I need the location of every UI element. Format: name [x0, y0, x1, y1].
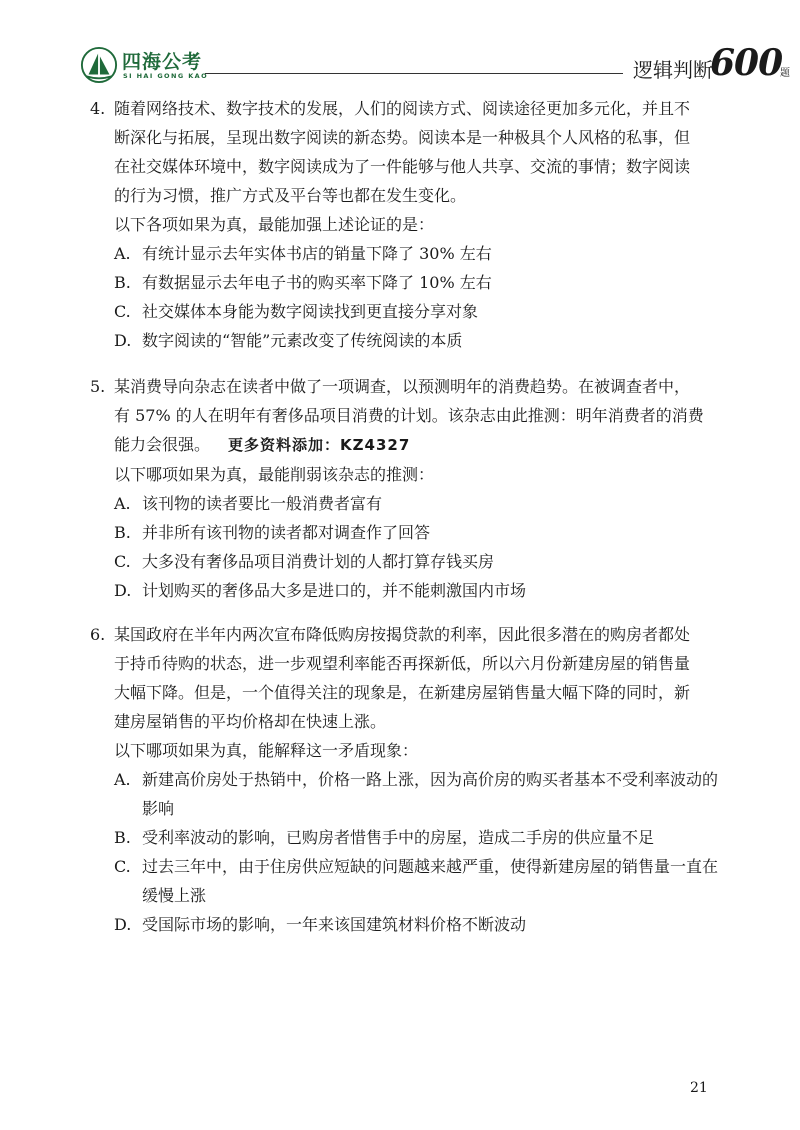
option-c: [90, 852, 720, 910]
ad-watermark-text: 更多资料添加：KZ4327: [228, 436, 411, 454]
option-d: [90, 326, 720, 355]
option-letter: A.: [114, 494, 131, 513]
option-text: 过去三年中，由于住房供应短缺的问题越来越严重，使得新建房屋的销售量一直在缓慢上涨: [142, 857, 719, 905]
question-number: 4.: [90, 99, 106, 118]
stem-line: 某国政府在半年内两次宣布降低购房按揭贷款的利率，因此很多潜在的购房者都处: [114, 625, 691, 644]
option-letter: B.: [114, 828, 131, 847]
question-4: [90, 94, 720, 355]
option-letter: D.: [114, 915, 132, 934]
option-letter: B.: [114, 273, 131, 292]
book-title: 逻辑判断: [633, 58, 713, 82]
header-rule: [205, 73, 623, 74]
option-text: 有统计显示去年实体书店的销量下降了 30% 左右: [142, 244, 492, 263]
option-letter: D.: [114, 581, 132, 600]
option-b: [90, 823, 720, 852]
question-prompt: 以下哪项如果为真，最能削弱该杂志的推测：: [114, 465, 435, 484]
option-b: [90, 518, 720, 547]
option-letter: C.: [114, 302, 131, 321]
option-d: [90, 576, 720, 605]
option-text: 新建高价房处于热销中，价格一路上涨，因为高价房的购买者基本不受利率波动的影响: [142, 770, 719, 818]
question-number: 5.: [90, 377, 106, 396]
question-prompt: 以下哪项如果为真，能解释这一矛盾现象：: [114, 741, 419, 760]
option-letter: A.: [114, 244, 131, 263]
stem-line: 在社交媒体环境中，数字阅读成为了一件能够与他人共享、交流的事情；数字阅读: [114, 157, 691, 176]
option-d: [90, 910, 720, 939]
question-6: [90, 620, 720, 939]
stem-line: 大幅下降。但是，一个值得关注的现象是，在新建房屋销售量大幅下降的同时，新: [114, 683, 691, 702]
stem-line: 某消费导向杂志在读者中做了一项调查，以预测明年的消费趋势。在被调查者中，: [114, 377, 691, 396]
option-text: 受利率波动的影响，已购房者惜售手中的房屋，造成二手房的供应量不足: [142, 828, 655, 847]
option-text: 并非所有该刊物的读者都对调查作了回答: [142, 523, 431, 542]
option-text: 社交媒体本身能为数字阅读找到更直接分享对象: [142, 302, 479, 321]
option-text: 该刊物的读者要比一般消费者富有: [142, 494, 383, 513]
option-letter: A.: [114, 770, 131, 789]
option-letter: C.: [114, 552, 131, 571]
book-title-number: 600: [710, 42, 783, 84]
option-letter: D.: [114, 331, 132, 350]
option-c: [90, 297, 720, 326]
option-c: [90, 547, 720, 576]
stem-line: 建房屋销售的平均价格却在快速上涨。: [114, 712, 387, 731]
stem-line: 断深化与拓展，呈现出数字阅读的新态势。阅读本是一种极具个人风格的私事，但: [114, 128, 691, 147]
option-a: [90, 489, 720, 518]
brand-subtitle: SI HAI GONG KAO: [123, 72, 209, 80]
question-prompt: 以下各项如果为真，最能加强上述论证的是：: [114, 215, 435, 234]
question-number: 6.: [90, 625, 106, 644]
option-text: 受国际市场的影响，一年来该国建筑材料价格不断波动: [142, 915, 527, 934]
stem-line: 能力会很强。: [114, 435, 211, 454]
option-a: [90, 765, 720, 823]
sailboat-icon: [80, 46, 118, 84]
stem-line: 有 57% 的人在明年有奢侈品项目消费的计划。该杂志由此推测：明年消费者的消费: [114, 406, 704, 425]
page-number: 21: [690, 1080, 708, 1096]
stem-line: 随着网络技术、数字技术的发展，人们的阅读方式、阅读途径更加多元化，并且不: [114, 99, 691, 118]
option-text: 计划购买的奢侈品大多是进口的，并不能刺激国内市场: [142, 581, 527, 600]
stem-line: 的行为习惯，推广方式及平台等也都在发生变化。: [114, 186, 467, 205]
option-text: 数字阅读的“智能”元素改变了传统阅读的本质: [142, 331, 463, 350]
question-5: [90, 372, 720, 605]
brand-name: 四海公考: [122, 51, 203, 73]
option-b: [90, 268, 720, 297]
page-header: [80, 42, 790, 90]
option-text: 有数据显示去年电子书的购买率下降了 10% 左右: [142, 273, 492, 292]
option-letter: C.: [114, 857, 131, 876]
option-text: 大多没有奢侈品项目消费计划的人都打算存钱买房: [142, 552, 495, 571]
option-a: [90, 239, 720, 268]
book-title-suffix: 题: [780, 68, 790, 79]
stem-line: 于持币待购的状态，进一步观望利率能否再探新低，所以六月份新建房屋的销售量: [114, 654, 691, 673]
option-letter: B.: [114, 523, 131, 542]
